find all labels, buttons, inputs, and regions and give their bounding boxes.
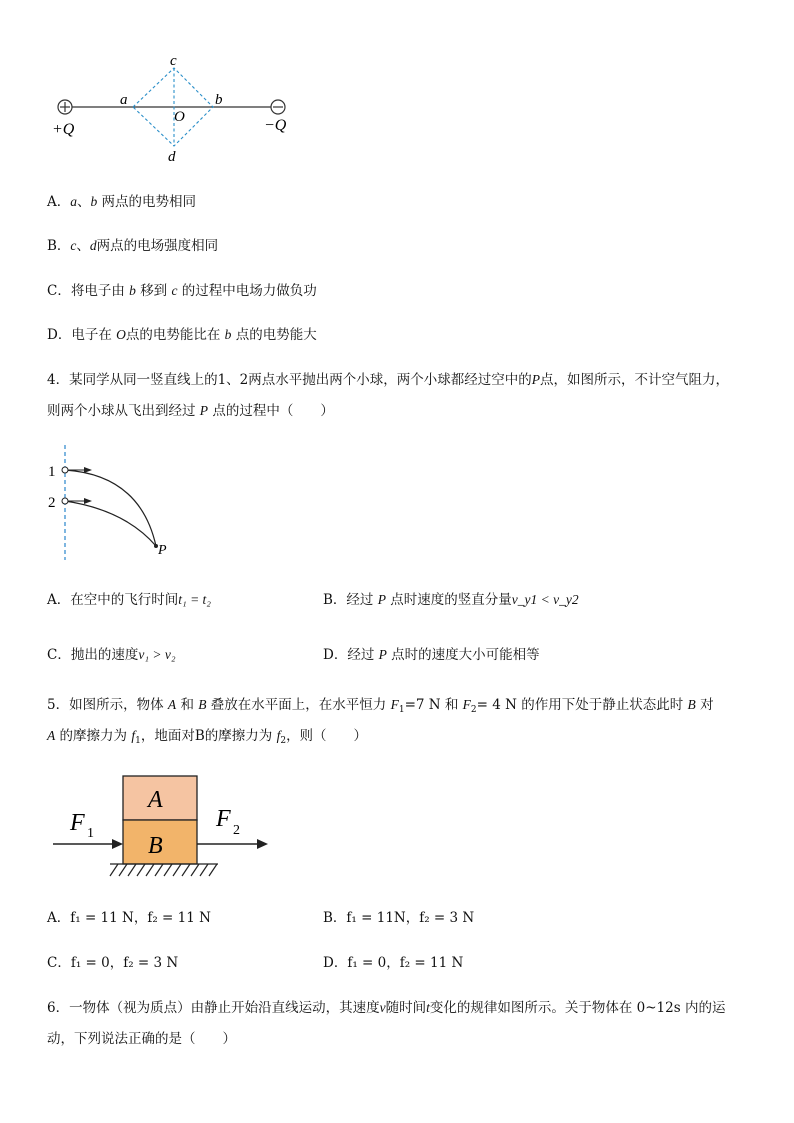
plus-q-label: +Q bbox=[52, 121, 75, 138]
trajectory-2 bbox=[65, 501, 156, 546]
block-a-label: A bbox=[148, 787, 163, 813]
q4-option-b[interactable]: B．经过 P 点时速度的竖直分量v_y1 < v_y2 bbox=[323, 592, 579, 608]
point-a-label: a bbox=[120, 92, 128, 108]
q4-option-a[interactable]: A．在空中的飞行时间t₁ = t₂ bbox=[47, 592, 211, 608]
f1-sub-label: 1 bbox=[87, 826, 94, 841]
point-1-label: 1 bbox=[48, 464, 56, 480]
point-2-label: 2 bbox=[48, 495, 56, 511]
q5-stem-line1: 5．如图所示，物体 A 和 B 叠放在水平面上，在水平恒力 $F_1=7$ N 和 $F_2= 4$ N 的作用下处于静止状态此时 B 对 bbox=[47, 697, 714, 715]
q6-stem-line1: 6．一物体（视为质点）由静止开始沿直线运动，其速度v随时间t变化的规律如图所示。关于物体在 0~12s 内的运 bbox=[47, 1000, 726, 1016]
q4-stem-line1: 4．某同学从同一竖直线上的1、2两点水平抛出两个小球，两个小球都经过空中的P点，如图所示，不计空气阻力， bbox=[47, 372, 730, 388]
f2-label: F bbox=[216, 806, 231, 832]
point-c-label: c bbox=[170, 53, 177, 69]
point-p-label: P bbox=[158, 543, 167, 558]
arrow-right-icon bbox=[84, 498, 92, 504]
block-b-label: B bbox=[148, 833, 163, 859]
point-b-label: b bbox=[215, 92, 223, 108]
point-d-label: d bbox=[168, 149, 176, 165]
arrow-right-icon bbox=[257, 839, 268, 849]
q4-option-c[interactable]: C．抛出的速度v₁ > v₂ bbox=[47, 647, 176, 663]
q4-option-d[interactable]: D．经过 P 点时的速度大小可能相等 bbox=[323, 647, 540, 663]
projectile-figure bbox=[45, 440, 185, 565]
f1-label: F bbox=[70, 810, 85, 836]
f2-sub-label: 2 bbox=[233, 823, 240, 838]
minus-q-label: −Q bbox=[264, 117, 287, 134]
blocks-figure bbox=[50, 770, 280, 885]
ground-hatch bbox=[110, 864, 217, 876]
trajectory-1 bbox=[65, 470, 156, 546]
q3-option-a[interactable]: A．a、b 两点的电势相同 bbox=[47, 194, 197, 210]
q3-option-d[interactable]: D．电子在 O点的电势能比在 b 点的电势能大 bbox=[47, 327, 317, 343]
charges-figure bbox=[50, 50, 300, 170]
q5-option-b[interactable]: B．f₁ = 11N，f₂ = 3 N bbox=[323, 910, 475, 926]
q5-stem-line2: A 的摩擦力为 $f_1$，地面对B的摩擦力为 $f_2$，则（ ） bbox=[47, 728, 368, 746]
arrow-right-icon bbox=[112, 839, 123, 849]
q6-stem-line2: 动，下列说法正确的是（ ） bbox=[47, 1031, 236, 1047]
q5-option-d[interactable]: D．f₁ = 0，f₂ = 11 N bbox=[323, 955, 464, 971]
arrow-right-icon bbox=[84, 467, 92, 473]
q3-option-c[interactable]: C．将电子由 b 移到 c 的过程中电场力做负功 bbox=[47, 283, 317, 299]
q5-option-a[interactable]: A．f₁ = 11 N，f₂ = 11 N bbox=[47, 910, 211, 926]
q4-stem-line2: 则两个小球从飞出到经过 P 点的过程中（ ） bbox=[47, 403, 334, 419]
point-o-label: O bbox=[174, 109, 185, 125]
q3-option-b[interactable]: B．c、d两点的电场强度相同 bbox=[47, 238, 219, 254]
q5-option-c[interactable]: C．f₁ = 0，f₂ = 3 N bbox=[47, 955, 179, 971]
